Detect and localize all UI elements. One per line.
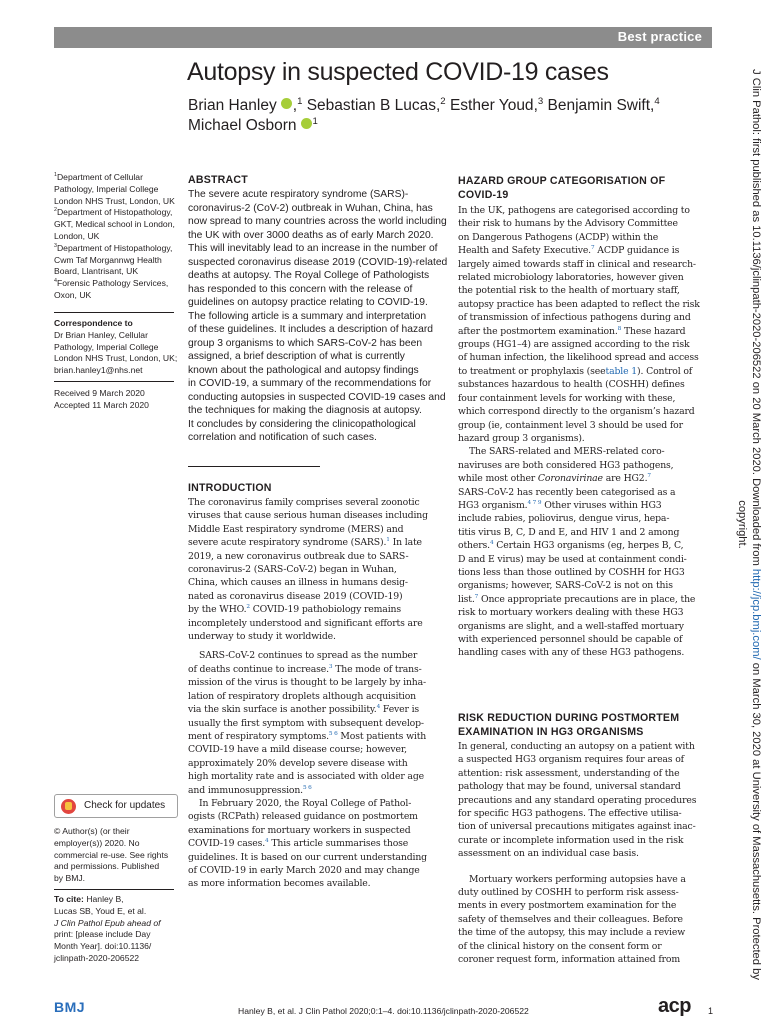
author-line-2: Michael Osborn $^1$ bbox=[188, 115, 318, 134]
table-1-link[interactable]: table 1 bbox=[605, 365, 638, 377]
page-number: 1 bbox=[708, 1006, 714, 1016]
abstract-heading: ABSTRACT bbox=[188, 174, 248, 186]
crossmark-icon bbox=[61, 799, 76, 814]
correspondence: Correspondence to Dr Brian Hanley, Cellular Pathology, Imperial College London NHS Trust, London, UK; brian.hanley1@nhs.net bbox=[54, 318, 178, 376]
section-banner bbox=[54, 27, 712, 48]
author-line-1: Brian Hanley ,$^1$ Sebastian B Lucas,$^2$ Esther Youd,$^3$ Benjamin Swift,$^4$ bbox=[188, 95, 660, 114]
divider bbox=[54, 312, 174, 313]
divider bbox=[54, 381, 174, 382]
divider bbox=[54, 889, 174, 890]
download-notice: J Clin Pathol: first published as 10.1136/jclinpath-2020-206522 on 20 March 2020. Downloaded from http://jcp.bmj.com/ on March 30, 2020 at University of Massachusetts. Protected by copyright. bbox=[736, 69, 762, 980]
correspondence-email[interactable]: brian.hanley1@nhs.net bbox=[54, 365, 143, 376]
acp-logo: acp bbox=[658, 995, 691, 1017]
bmj-logo: BMJ bbox=[54, 999, 86, 1015]
journal-url-link[interactable]: http://jcp.bmj.com/ bbox=[750, 568, 762, 660]
affiliations: $^1$Department of Cellular Pathology, Imperial College London NHS Trust, London, UK $^2$Department of Histopathology, GKT, Medical school in London, London, UK $^3$Department of Histopathology, Cwm Taf Morgannwg Health Board, Llantrisant, UK $^4$Forensic Pathology Services, Oxon, UK bbox=[54, 172, 175, 300]
footer-citation: Hanley B, et al. J Clin Pathol 2020;0:1–4. doi:10.1136/jclinpath-2020-206522 bbox=[238, 1006, 529, 1016]
author-name[interactable]: Michael Osborn bbox=[188, 117, 297, 134]
hazard-heading: HAZARD GROUP CATEGORISATION OF COVID-19 bbox=[458, 175, 666, 201]
banner-label: Best practice bbox=[617, 29, 702, 44]
divider bbox=[188, 466, 320, 467]
orcid-icon[interactable] bbox=[281, 98, 292, 109]
abstract-body: The severe acute respiratory syndrome (SARS)- coronavirus-2 (CoV-2) outbreak in Wuhan, China, has now spread to many countries across the world including the UK with over 3000 deaths as of early March 2020. This will inevitably lead to an increase in the number of suspected coronavirus disease 2019 (COVID-19)-related deaths at autopsy. The Royal College of Pathologists has responded to this concern with the release of guidelines on autopsy practice relating to COVID-19. The following article is a summary and interpretation of these guidelines. It includes a description of hazard group 3 organisms to which SARS-CoV-2 has been assigned, a brief description of what is currently known about the pathological and autopsy findings in COVID-19, a summary of the recommendations for conducting autopsies in suspected COVID-19 cases and the techniques for making the diagnosis at autopsy. It concludes by considering the clinicopathological correlation and notification of such cases. bbox=[188, 189, 448, 443]
author-name[interactable]: Sebastian B Lucas bbox=[306, 97, 436, 114]
check-for-updates-button[interactable] bbox=[54, 794, 178, 818]
author-name[interactable]: Esther Youd bbox=[449, 97, 534, 114]
check-for-updates-label: Check for updates bbox=[84, 800, 166, 811]
orcid-icon[interactable] bbox=[301, 118, 312, 129]
hazard-body: In the UK, pathogens are categorised according to their risk to humans by the Advisory Committee on Dangerous Pathogens (ACDP) within the Health and Safety Executive.$^7$ ACDP guidance is largely aimed towards staff in clinical and research- related microbiology laboratories, however given the potential risk to the health of mortuary staff, autopsy practice has been adapted to reflect the risk of transmission of infectious pathogens during and after the postmortem examination.$^8$ These hazard groups (HG1–4) are assigned according to the risk of human infection, the likelihood spread and access to treatment or prophylaxis (seetable 1). Control of substances hazardous to health (COSHH) defines four containment levels for working with these, which correspond directly to the organism’s hazard group (ie, containment level 3 should be used for hazard group 3 organisms). The SARS-related and MERS-related coro- naviruses are both considered HG3 pathogens, while most other Coronavirinae are HG2.$^7$ SARS-CoV-2 has recently been categorised as a HG3 organism.$^{4 7 9}$ Other viruses within HG3 include rabies, poliovirus, dengue virus, hepa- titis virus B, C, D and E, and HIV 1 and 2 among others.$^4$ Certain HG3 organisms (eg, herpes B, C, D and E virus) may be used at containment condi- tions less than those outlined by COSHH for HG3 organisms; however, SARS-CoV-2 is not on this list.$^7$ Once appropriate precautions are in place, the risk to mortuary workers dealing with these HG3 organisms are slight, and a well-staffed mortuary with experienced personnel should be capable of handling cases with any of these HG3 pathogens. bbox=[458, 205, 700, 659]
copyright-notice: © Author(s) (or their employer(s)) 2020. No commercial re-use. See rights and permissions. Published by BMJ. bbox=[54, 826, 169, 884]
introduction-body: The coronavirus family comprises several zoonotic viruses that cause serious human diseases including Middle East respiratory syndrome (MERS) and severe acute respiratory syndrome (SARS).$^1$ In late 2019, a new coronavirus outbreak due to SARS- coronavirus-2 (SARS-CoV-2) began in Wuhan, China, which causes an illness in humans desig- nated as coronavirus disease 2019 (COVID-19) by the WHO.$^2$ COVID-19 pathobiology remains incompletely understood and significant efforts are underway to study it worldwide. SARS-CoV-2 continues to spread as the number of deaths continue to increase.$^3$ The mode of trans- mission of the virus is thought to be largely by inha- lation of respiratory droplets although acquisition via the skin surface is another possibility.$^4$ Fever is usually the first symptom with subsequent develop- ment of respiratory symptoms.$^{5 6}$ Most patients with COVID-19 have a mild disease course; however, approximately 20% develop severe disease with high mortality rate and is associated with older age and immunosuppression.$^{5 6}$ In February 2020, the Royal College of Pathol- ogists (RCPath) released guidance on postmortem examinations for mortuary workers in suspected COVID-19 cases.$^4$ This article summarises those guidelines. It is based on our current understanding of COVID-19 in early March 2020 and may change as more information becomes available. bbox=[188, 497, 428, 890]
author-name[interactable]: Brian Hanley bbox=[188, 97, 277, 114]
citation-box: To cite: Hanley B, Lucas SB, Youd E, et al. J Clin Pathol Epub ahead of print: [please include Day Month Year]. doi:10.1136/ jclinpath-2020-206522 bbox=[54, 894, 161, 963]
risk-body: In general, conducting an autopsy on a patient with a suspected HG3 organism requires four areas of attention: risk assessment, understanding of the pathology that may be found, universal standard precautions and any standard operating procedures for specific HG3 pathogens. The effective utilisa- tion of universal precautions mitigates against inac- curate or incomplete information used in the risk assessment on an individual case basis. Mortuary workers performing autopsies have a duty outlined by COSHH to perform risk assess- ments in every postmortem examination for the safety of themselves and their colleagues. Before the time of the autopsy, this may include a review of the clinical history on the consent form or coroner request form, information attained from bbox=[458, 741, 697, 966]
author-name[interactable]: Benjamin Swift bbox=[547, 97, 651, 114]
risk-heading: RISK REDUCTION DURING POSTMORTEM EXAMINATION IN HG3 ORGANISMS bbox=[458, 712, 680, 738]
received-dates: Received 9 March 2020 Accepted 11 March 2020 bbox=[54, 388, 149, 410]
article-title: Autopsy in suspected COVID-19 cases bbox=[187, 58, 609, 86]
introduction-heading: INTRODUCTION bbox=[188, 482, 272, 494]
author-list bbox=[188, 95, 660, 136]
correspondence-heading: Correspondence to bbox=[54, 318, 133, 328]
